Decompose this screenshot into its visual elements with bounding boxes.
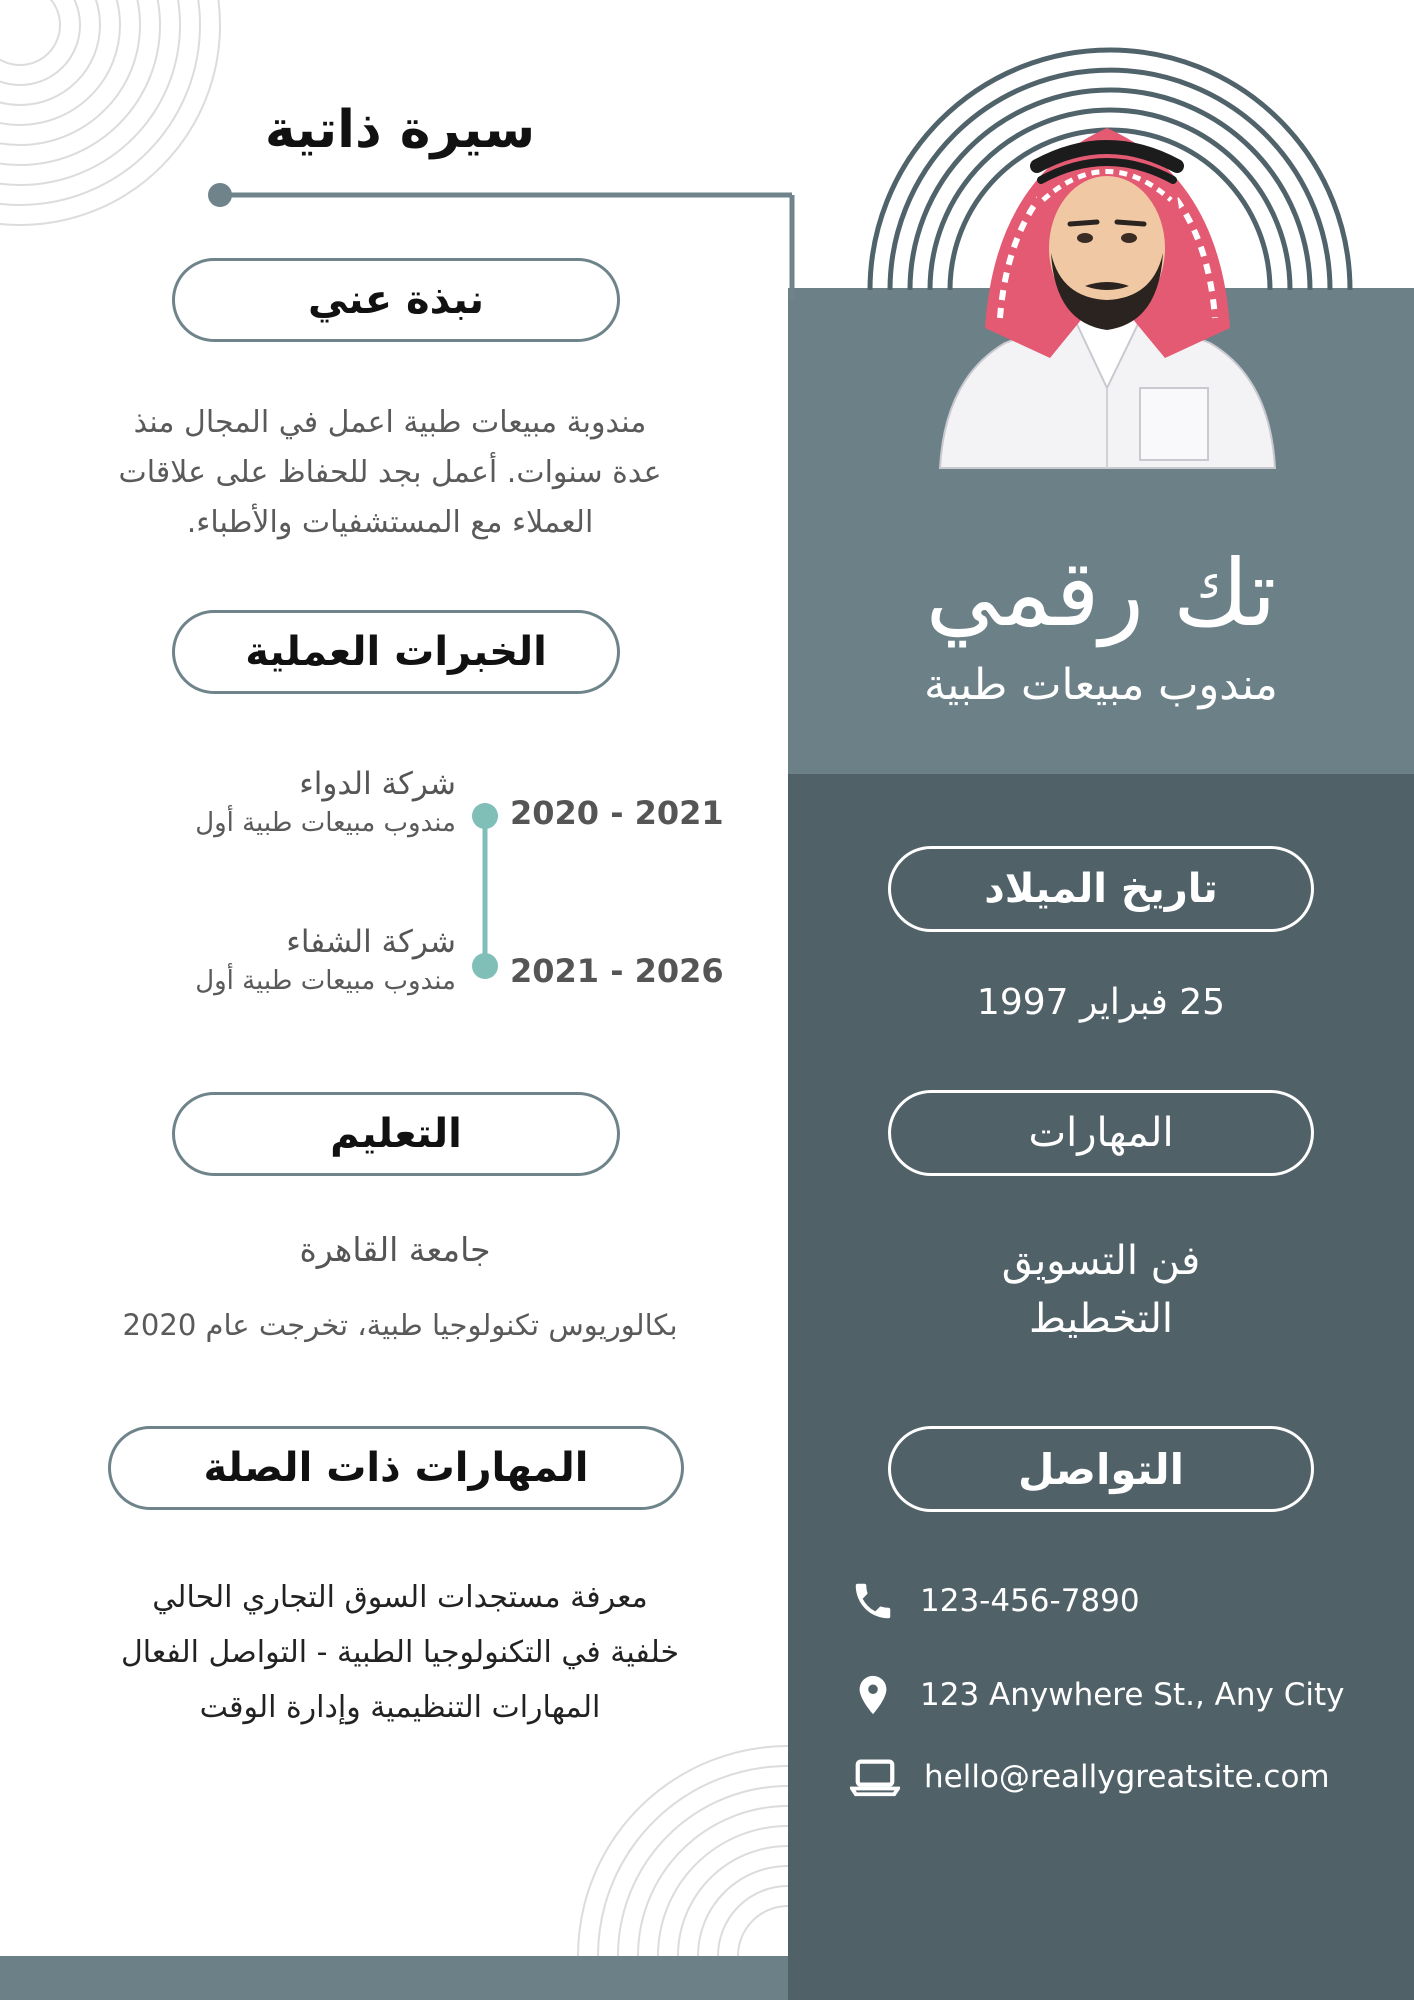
experience-item (60, 766, 456, 838)
contact-heading: التواصل (888, 1426, 1314, 1512)
laptop-icon (850, 1754, 900, 1800)
skill-item: التخطيط (1028, 1296, 1174, 1342)
timeline-dot (472, 803, 498, 829)
experience-heading: الخبرات العملية (172, 610, 620, 694)
sidebar-panel (788, 774, 1414, 2000)
education-degree: بكالوريوس تكنولوجيا طبية، تخرجت عام 2020 (122, 1308, 678, 1342)
contact-email-row (850, 1752, 1370, 1802)
related-skills-list (50, 1570, 750, 1735)
about-text (60, 398, 720, 548)
experience-company: شركة الشفاء (286, 924, 456, 960)
location-pin-icon (850, 1672, 896, 1718)
experience-company: شركة الدواء (299, 766, 456, 802)
decorative-circles-top (0, 0, 230, 240)
related-skills-heading: المهارات ذات الصلة (108, 1426, 684, 1510)
contact-email[interactable]: hello@reallygreatsite.com (924, 1759, 1330, 1795)
contact-phone[interactable]: 123-456-7890 (920, 1583, 1140, 1619)
footer-bar (0, 1956, 788, 2000)
skills-list (788, 1232, 1414, 1348)
profile-avatar (925, 88, 1290, 488)
person-name: تك رقمي (925, 540, 1277, 647)
experience-role: مندوب مبيعات طبية أول (195, 966, 456, 996)
phone-icon (850, 1578, 896, 1624)
experience-timeline (470, 800, 500, 980)
birth-heading: تاريخ الميلاد (888, 846, 1314, 932)
related-skill-item: المهارات التنظيمية وإدارة الوقت (199, 1690, 601, 1725)
about-heading: نبذة عني (172, 258, 620, 342)
experience-role: مندوب مبيعات طبية أول (195, 808, 456, 838)
skills-heading: المهارات (888, 1090, 1314, 1176)
experience-item (60, 924, 456, 996)
page-title: سيرة ذاتية (264, 100, 536, 160)
skill-item: فن التسويق (1001, 1238, 1201, 1284)
related-skill-item: خلفية في التكنولوجيا الطبية - التواصل الفعال (120, 1635, 680, 1670)
timeline-dot (472, 953, 498, 979)
related-skill-item: معرفة مستجدات السوق التجاري الحالي (152, 1580, 648, 1615)
experience-dates: 2021 - 2026 (510, 952, 724, 990)
person-job-title: مندوب مبيعات طبية (924, 660, 1278, 710)
experience-dates: 2020 - 2021 (510, 794, 724, 832)
birth-date: 25 فبراير 1997 (976, 982, 1226, 1023)
about-line: عدة سنوات. أعمل بجد للحفاظ على علاقات (118, 455, 662, 490)
decorative-circles-bottom (560, 1740, 788, 1956)
contact-phone-row (850, 1576, 1370, 1626)
education-heading: التعليم (172, 1092, 620, 1176)
education-university: جامعة القاهرة (299, 1230, 491, 1269)
about-line: مندوبة مبيعات طبية اعمل في المجال منذ (133, 405, 647, 440)
contact-address-row (850, 1670, 1370, 1720)
about-line: العملاء مع المستشفيات والأطباء. (186, 505, 594, 540)
contact-address: 123 Anywhere St., Any City (920, 1677, 1345, 1713)
